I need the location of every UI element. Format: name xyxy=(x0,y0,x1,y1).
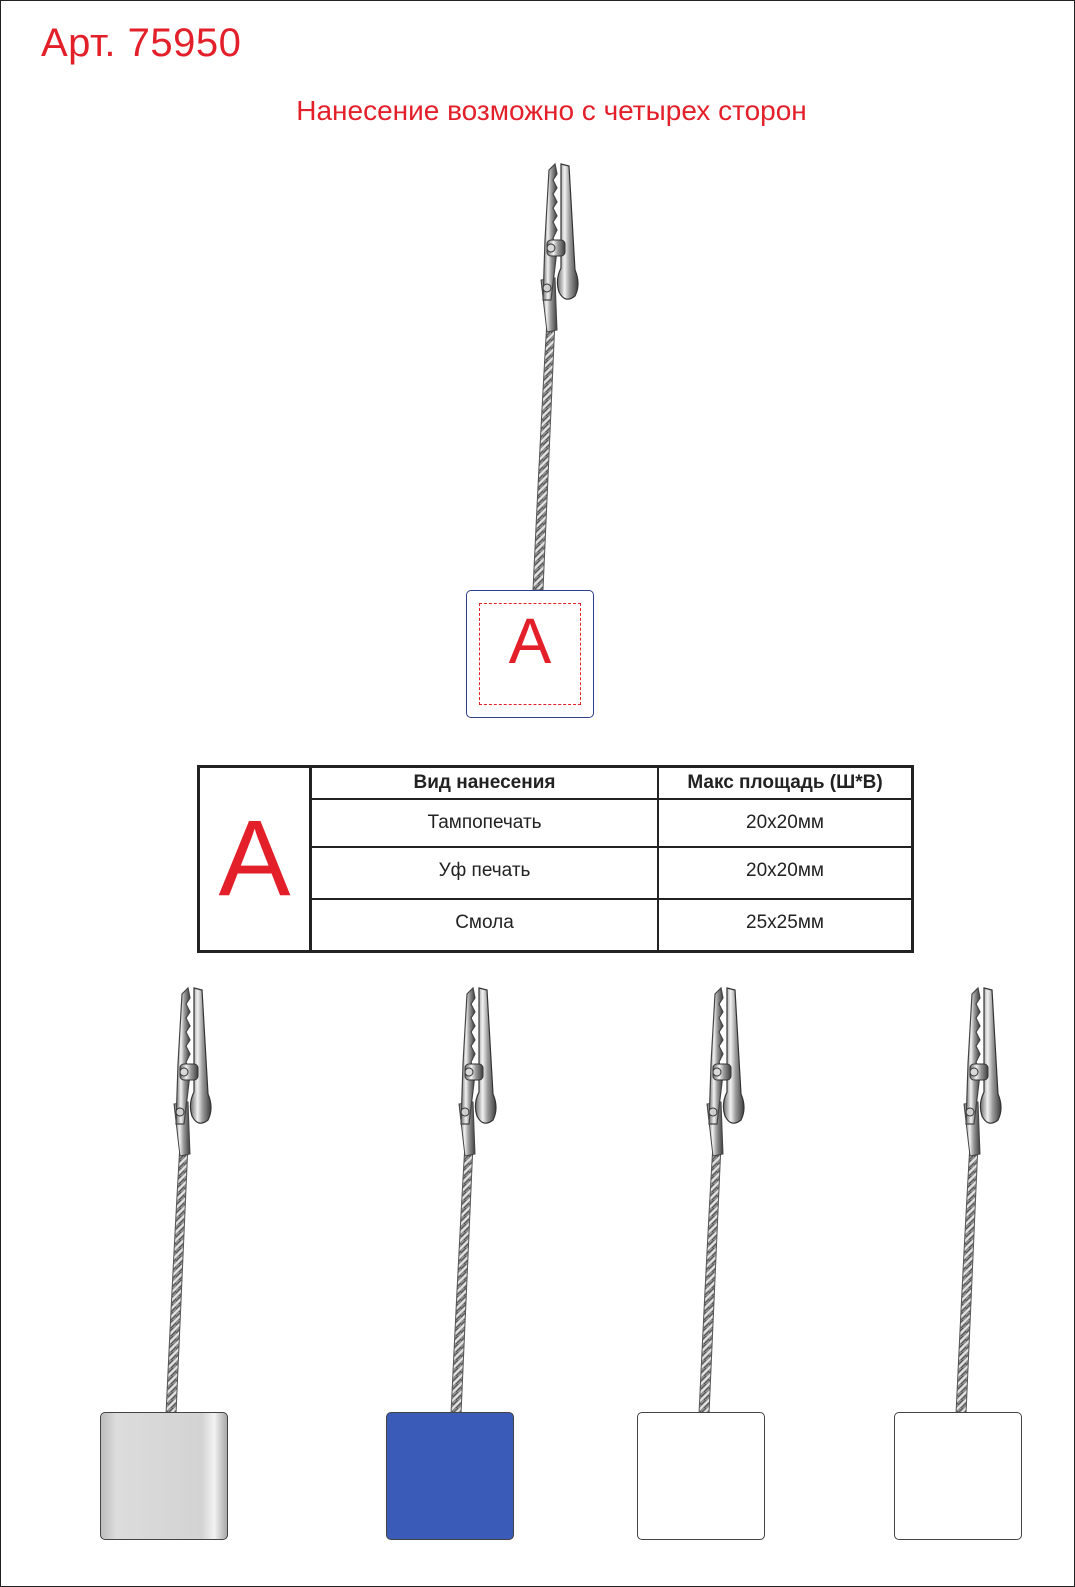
table-row xyxy=(312,899,911,950)
table-row xyxy=(312,847,911,899)
method-cell: Смола xyxy=(312,899,658,950)
area-cell: 20x20мм xyxy=(658,799,911,847)
column-header-method: Вид нанесения xyxy=(312,768,658,799)
area-cell: 25x25мм xyxy=(658,899,911,950)
variant-holder-image xyxy=(669,983,769,1415)
article-number: Арт. 75950 xyxy=(41,21,242,65)
variant-block-white xyxy=(894,1412,1022,1540)
methods-table xyxy=(312,768,911,950)
print-spec-table xyxy=(197,765,914,953)
variant-holder-image xyxy=(926,983,1026,1415)
variant-holder-image xyxy=(421,983,521,1415)
spec-zone-label: A xyxy=(218,797,291,918)
print-note: Нанесение возможно с четырех сторон xyxy=(296,95,807,126)
print-zone-diagram xyxy=(466,590,594,718)
spec-zone-cell xyxy=(200,768,312,950)
method-cell: Тампопечать xyxy=(312,799,658,847)
variant-block-white xyxy=(637,1412,765,1540)
table-row xyxy=(312,799,911,847)
table-header-row xyxy=(312,768,911,799)
method-cell: Уф печать xyxy=(312,847,658,899)
print-zone-label: A xyxy=(508,605,552,677)
column-header-area: Макс площадь (Ш*В) xyxy=(658,768,911,799)
variant-block-silver xyxy=(100,1412,228,1540)
variant-holder-image xyxy=(136,983,236,1415)
main-clip-holder-image xyxy=(503,159,603,591)
area-cell: 20x20мм xyxy=(658,847,911,899)
variant-block-blue xyxy=(386,1412,514,1540)
